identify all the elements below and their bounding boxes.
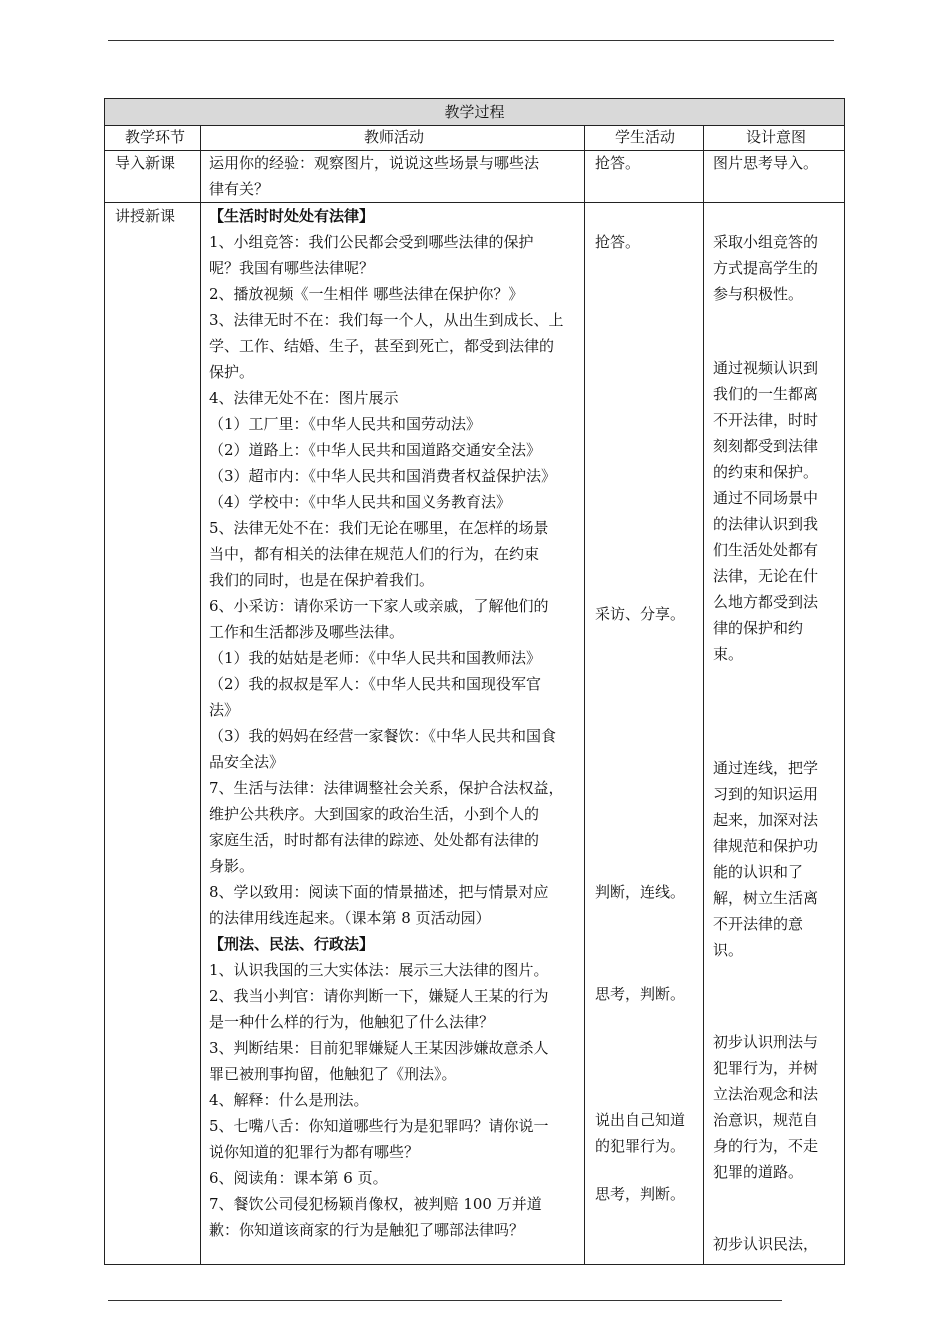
teacher-line: 5、法律无处不在：我们无论在哪里，在怎样的场景 [209,519,549,537]
teacher-line: 品安全法》 [209,753,285,771]
column-divider [200,125,201,1264]
header-rule [108,40,834,41]
student-note: 的犯罪行为。 [595,1137,686,1155]
teacher-line: 身影。 [209,857,255,875]
teacher-line: 6、小采访：请你采访一下家人或亲戚，了解他们的 [209,597,549,615]
teacher-line: 工作和生活都涉及哪些法律。 [209,623,405,641]
teacher-line: 家庭生活，时时都有法律的踪迹、处处都有法律的 [209,831,540,849]
section-heading: 【生活时时处处有法律】 [209,207,375,225]
teacher-line: 2、我当小判官：请你判断一下，嫌疑人王某的行为 [209,987,549,1005]
lesson-teacher-activities [209,203,579,1243]
teacher-line: 说你知道的犯罪行为都有哪些？ [209,1143,420,1161]
teacher-line: 2、播放视频《一生相伴 哪些法律在保护你？》 [209,285,524,303]
column-divider [703,125,704,1264]
intent-block: 通过视频认识到 我们的一生都离 不开法律，时时 刻刻都受到法律 的约束和保护。 通过不同场景中 的法律认识到我 们生活处处都有 法律，无论在什 么地方都受到法 律的保护和约 束。 [713,359,819,663]
intent-block: 采取小组竞答的 方式提高学生的 参与积极性。 [713,233,819,303]
student-note: 采访、分享。 [595,605,686,623]
intent-block: 初步认识民法， [713,1235,819,1253]
teacher-line: 3、判断结果：目前犯罪嫌疑人王某因涉嫌故意杀人 [209,1039,549,1057]
teacher-line: 1、小组竞答：我们公民都会受到哪些法律的保护 [209,233,534,251]
header-stage: 教学环节 [124,128,185,146]
teacher-line: （4）学校中：《中华人民共和国义务教育法》 [209,493,512,511]
student-note: 思考，判断。 [595,1185,686,1203]
teacher-line: 8、学以致用：阅读下面的情景描述，把与情景对应 [209,883,549,901]
student-note: 判断，连线。 [595,883,686,901]
teacher-line: 5、七嘴八舌：你知道哪些行为是犯罪吗？请你说一 [209,1117,549,1135]
teacher-line: 歉：你知道该商家的行为是触犯了哪部法律吗？ [209,1221,525,1239]
student-note: 思考，判断。 [595,985,686,1003]
teacher-line: 学、工作、结婚、生子，甚至到死亡，都受到法律的 [209,337,555,355]
teacher-line: 的法律用线连起来。（课本第 8 页活动园） [209,909,491,927]
lesson-stage: 讲授新课 [115,207,176,225]
teacher-line: 我们的同时，也是在保护着我们。 [209,571,435,589]
teacher-line: 4、解释：什么是刑法。 [209,1091,369,1109]
intent-block: 初步认识刑法与 犯罪行为，并树 立法治观念和法 治意识，规范自 身的行为，不走 犯罪的道路。 [713,1033,819,1181]
teacher-line: 4、法律无处不在：图片展示 [209,389,399,407]
teacher-line: 是一种什么样的行为，他触犯了什么法律？ [209,1013,495,1031]
intro-student: 抢答。 [595,154,641,172]
header-teacher: 教师活动 [363,128,424,146]
section-heading: 【刑法、民法、行政法】 [209,935,375,953]
teacher-line: （1）工厂里：《中华人民共和国劳动法》 [209,415,482,433]
teaching-process-table [104,98,845,1265]
teacher-line: 当中，都有相关的法律在规范人们的行为，在约束 [209,545,540,563]
intro-intent: 图片思考导入。 [713,154,819,172]
teacher-line: 7、生活与法律：法律调整社会关系，保护合法权益， [209,779,564,797]
teacher-line: 1、认识我国的三大实体法：展示三大法律的图片。 [209,961,549,979]
column-divider [584,125,585,1264]
teacher-line: （3）超市内：《中华人民共和国消费者权益保护法》 [209,467,557,485]
teacher-line: （2）道路上：《中华人民共和国道路交通安全法》 [209,441,542,459]
intro-teacher: 运用你的经验：观察图片，说说这些场景与哪些法 律有关？ [209,154,540,198]
intent-block: 通过连线，把学 习到的知识运用 起来，加深对法 律规范和保护功 能的认识和了 解，树立生活离 不开法律的意 识。 [713,759,819,959]
student-note: 说出自己知道 [595,1111,686,1129]
teacher-line: （2）我的叔叔是军人：《中华人民共和国现役军官 [209,675,542,693]
teacher-line: 6、阅读角：课本第 6 页。 [209,1169,388,1187]
header-student: 学生活动 [614,128,675,146]
teacher-line: 3、法律无时不在：我们每一个人，从出生到成长、上 [209,311,564,329]
teacher-line: 保护。 [209,363,255,381]
teacher-line: 呢？我国有哪些法律呢？ [209,259,375,277]
student-note: 抢答。 [595,233,641,251]
header-intent: 设计意图 [745,128,806,146]
table-title: 教学过程 [105,99,844,126]
teacher-line: 维护公共秩序。大到国家的政治生活，小到个人的 [209,805,540,823]
teacher-line: （3）我的妈妈在经营一家餐饮：《中华人民共和国食 [209,727,557,745]
teacher-line: 罪已被刑事拘留，他触犯了《刑法》。 [209,1065,457,1083]
teacher-line: 7、餐饮公司侵犯杨颖肖像权，被判赔 100 万并道 [209,1195,542,1213]
teacher-line: （1）我的姑姑是老师：《中华人民共和国教师法》 [209,649,542,667]
footer-rule [108,1300,782,1301]
intro-stage: 导入新课 [115,154,176,172]
teacher-line: 法》 [209,701,240,719]
